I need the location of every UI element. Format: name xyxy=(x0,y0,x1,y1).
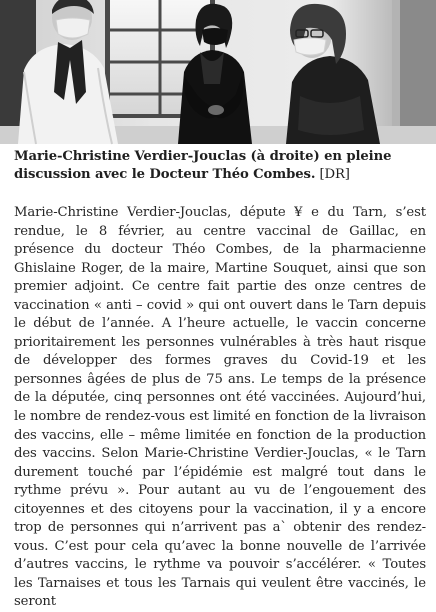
caption-bold-text: Marie-Christine Verdier-Jouclas (à droite) en pleine discussion avec le Docteur Théo Combes. xyxy=(14,149,392,182)
news-photo xyxy=(0,0,436,144)
photo-caption xyxy=(14,148,426,184)
caption-credit: [DR] xyxy=(319,167,350,182)
people-discussion-photo xyxy=(0,0,436,144)
article-body xyxy=(14,204,426,610)
article-paragraph: Marie-Christine Verdier-Jouclas, députe ¥ e du Tarn, s’est rendue, le 8 février, au centre vaccinal de Gaillac, en présence du docteur Théo Combes, de la pharmacienne Ghislaine Roger, de la maire, Martine Souquet, ainsi que son premier adjoint. Ce centre fait partie des onze centres de vaccination « anti – covid » qui ont ouvert dans le Tarn depuis le début de l’année. A l’heure actuelle, le vaccin concerne prioritairement les personnes vulnérables à très haut risque de développer des formes graves du Covid-19 et les personnes âgées de plus de 75 ans. Le temps de la présence de la députée, cinq personnes ont été vaccinées. Aujourd’hui, le nombre de rendez-vous est limité en fonction de la livraison des vaccins, elle – même limitée en fonction de la production des vaccins. Selon Marie-Christine Verdier-Jouclas, « le Tarn durement touché par l’épidémie est malgré tout dans le rythme prévu ». Pour autant au vu de l’engouement des citoyennes et des citoyens pour la vaccination, il y a encore trop de personnes qui n’arrivent pas a` obtenir des rendez-vous. C’est pour cela qu’avec la bonne nouvelle de l’arrivée d’autres vaccins, le rythme va pouvoir s’accélérer. « Toutes les Tarnaises et tous les Tarnais qui veulent être vaccinés, le seront xyxy=(14,205,426,610)
